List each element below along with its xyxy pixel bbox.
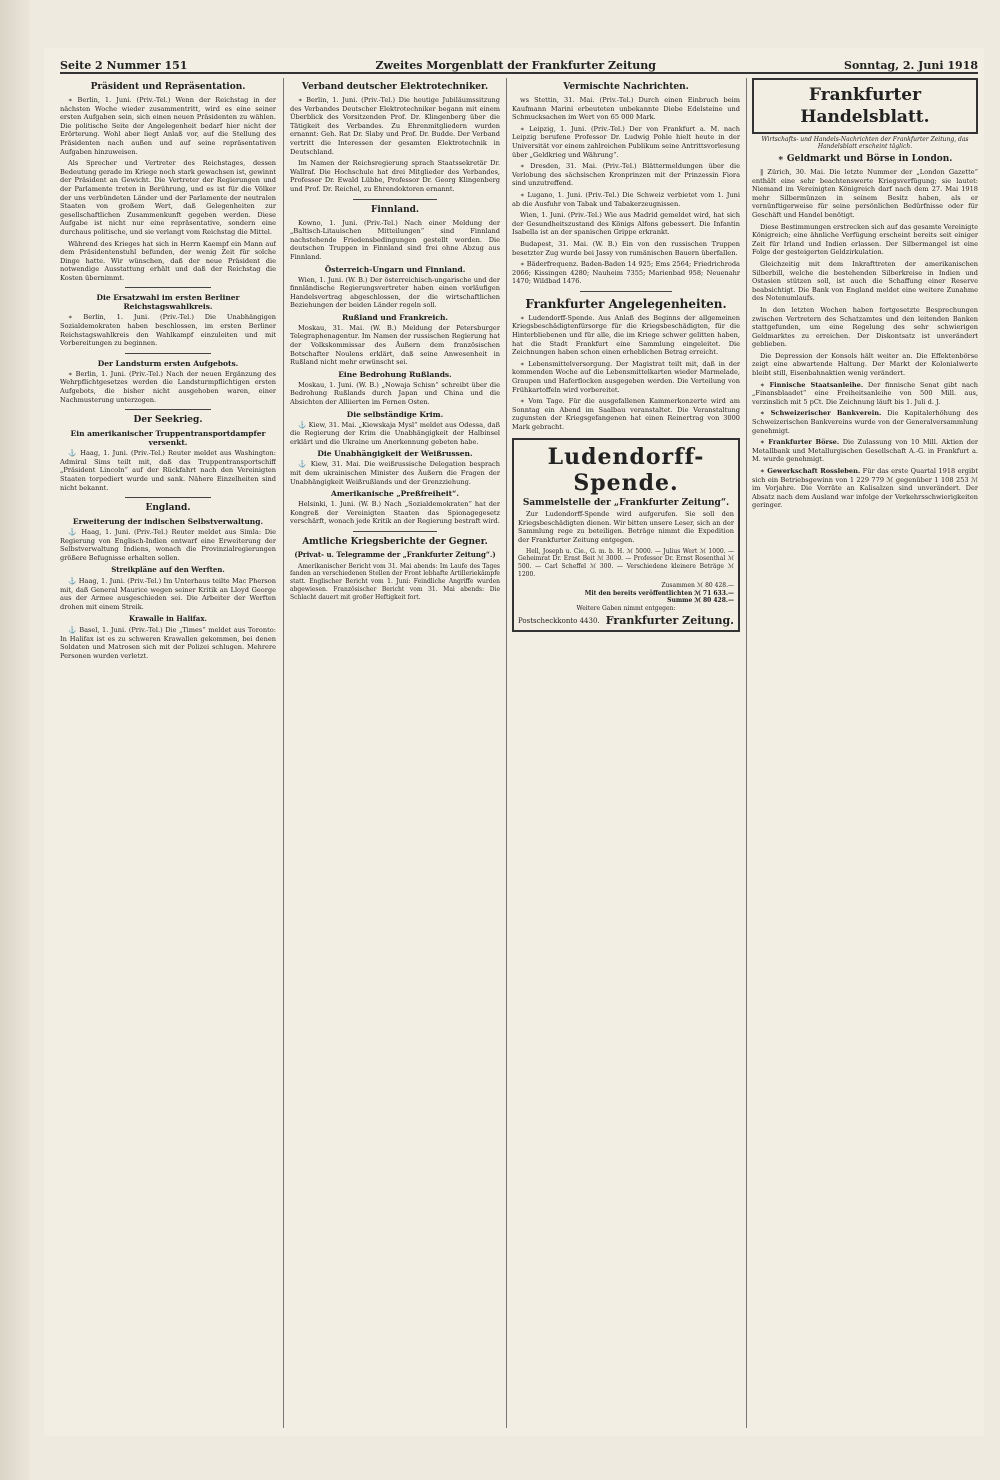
ludendorff-spende-box <box>512 438 740 632</box>
box-title: Ludendorff-Spende. <box>547 443 705 496</box>
headline: Die Unabhängigkeit der Weißrussen. <box>317 449 473 459</box>
headline: Amerikanische „Preßfreiheit“. <box>331 489 459 499</box>
column-1 <box>60 78 276 1428</box>
article-text: ∗ Ludendorff-Spende. Aus Anlaß des Beginns der allgemeinen Kriegsbeschädigtenfürsorge für die Kriegsbeschädigten, für die Hinterbliebenen und für alle, die im Kriege schwer gelitten haben, hat die Stadt Frankfurt eine Sammlung eingeleitet. Die Zeichnungen haben schon einen erheblichen Betrag erreicht. <box>512 313 740 357</box>
article-text: ∗ Dresden, 31. Mai. (Priv.-Tel.) Blättermeldungen über die Verlobung des sächsischen Kronprinzen mit der Prinzessin Fiora sind unzutreffend. <box>512 162 740 188</box>
headline: ∗ Finnische Staatsanleihe. <box>760 380 864 389</box>
divider <box>580 291 671 292</box>
box-signature: Frankfurter Zeitung. <box>605 613 734 627</box>
headline: ∗ Frankfurter Börse. <box>760 438 840 447</box>
column-3 <box>512 78 740 1428</box>
divider <box>125 287 211 288</box>
article-text <box>752 381 978 407</box>
article-text: Im Namen der Reichsregierung sprach Staatssekretär Dr. Wallraf. Die Hochschule hat drei Mitglieder des Verbandes, Professor Dr. Ewald Lübbe, Professor Dr. Georg Klingenberg und Prof. Dr. Reichel, zu Ehrendoktoren ernannt. <box>290 159 500 193</box>
article-text: ∗ Berlin, 1. Juni. (Priv.-Tel.) Die heutige Jubiläumssitzung des Verbandes Deutscher Elektrotechniker begann mit einem Überblick des Vorsitzenden Prof. Dr. Klingenberg über die Tätigkeit des Verbandes. Zu Ehrenmitgliedern wurden ernannt: Geh. Rat Dr. Slaby und Prof. Dr. Budde. Der Verband vertritt die Interessen der gesamten Elektrotechnik in Deutschland. <box>290 96 500 156</box>
headline: Amtliche Kriegsberichte der Gegner. <box>302 536 488 547</box>
box-footer <box>518 613 734 627</box>
article-text: ∗ Berlin, 1. Juni. (Priv.-Tel.) Nach der neuen Ergänzung des Wehrpflichtgesetzes werden die Landsturmpflichtigen ersten Aufgebots, die bisher nicht ausgehoben waren, einer Nachmusterung unterzogen. <box>60 369 276 404</box>
newspaper-edition: Zweites Morgenblatt der Frankfurter Zeitung <box>375 59 656 72</box>
article-text: In den letzten Wochen haben fortgesetzte Besprechungen zwischen Vertretern des Schatzamtes und den leitenden Banken stattgefunden, um eine Regelung des sehr schwierigen Geldmarktes zu erreichen. Der Diskontsatz ist unverändert geblieben. <box>752 305 978 349</box>
divider <box>125 497 211 498</box>
headline: Streikpläne auf den Werften. <box>111 564 225 574</box>
article-text: Kowno, 1. Juni. (Priv.-Tel.) Nach einer Meldung der „Baltisch-Litauischen Mitteilungen“ sind Finnland nachstehende Friedensbedingungen gestellt worden. Die deutschen Truppen in Finnland sind frei ohne Abzug aus Finnland. <box>290 218 500 261</box>
box-sum-previous: Mit den bereits veröffentlichten ℳ 71 633.— <box>584 589 734 597</box>
article-text: Der finnische Senat gibt nach „Finansblaadet“ eine Freiheitsanleihe von 500 Mill. aus, verzinslich mit 5 pCt. Die Zeichnung läuft bis 1. Juli d. J. <box>752 380 978 406</box>
article-text: Moskau, 31. Mai. (W. B.) Meldung der Petersburger Telegraphenagentur. Im Namen der russischen Regierung hat der Volkskommissar des Äußern dem französischen Botschafter Noulens erklärt, daß seine Anwesenheit in Rußland nicht mehr erwünscht sei. <box>290 323 500 367</box>
article-text: Wien, 1. Juni. (W. B.) Der österreichisch-ungarische und der finnländische Regierungsvertreter haben einen vorläufigen Handelsvertrag abgeschlossen, der die wirtschaftlichen Beziehungen der beiden Länder regeln soll. <box>290 275 500 310</box>
article-text: Für das erste Quartal 1918 ergibt sich ein Betriebsgewinn von 1 229 779 ℳ gegenüber 1 108 253 ℳ im Vorjahre. Die Vorräte an Kalisalzen sind unverändert. Der Absatz nach dem Ausland war infolge der Verkehrsschwierigkeiten geringer. <box>752 467 978 510</box>
article-text: Moskau, 1. Juni. (W. B.) „Nowaja Schisn“ schreibt über die Bedrohung Rußlands durch Japan und China und die Absichten der Alliierten im Fernen Osten. <box>290 380 500 407</box>
article-text: ∗ Vom Tage. Für die ausgefallenen Kammerkonzerte wird am Sonntag ein Abend im Saalbau veranstaltet. Die Veranstaltung zugunsten der Kriegsgefangenen hat einen Reinertrag von 3000 Mark gebracht. <box>512 397 740 431</box>
box-more: Weitere Gaben nimmt entgegen: <box>576 605 676 613</box>
subheadline: Erweiterung der indischen Selbstverwaltung. <box>72 517 264 527</box>
divider <box>353 199 437 200</box>
postscheck-account: Postscheckkonto 4430. <box>518 616 600 625</box>
article-text: Während des Krieges hat sich in Herrn Kaempf ein Mann auf dem Präsidentenstuhl befunden, der wenig Zeit für solche Dinge hatte. Wir wünschen, daß der neue Präsident die notwendige Ausstattung erhält und daß der Reichstag die Kosten übernimmt. <box>60 239 276 282</box>
article-text: Amerikanischer Bericht vom 31. Mai abends: Im Laufe des Tages fanden an verschiedenen Stellen der Front lebhafte Artilleriekämpfe statt. Englischer Bericht vom 1. Juni: Feindliche Angriffe wurden abgewiesen. Französischer Bericht vom 31. Mai abends: Die Schlacht dauert mit großer Heftigkeit fort. <box>290 562 500 601</box>
article-text: ⚓ Kiew, 31. Mai. „Kiewskaja Mysl“ meldet aus Odessa, daß die Regierung der Krim die Unabhängigkeit der Halbinsel erklärt und die Ukraine um Anerkennung gebeten habe. <box>290 420 500 446</box>
article-text <box>752 467 978 510</box>
column-2 <box>290 78 500 1428</box>
headline: Präsident und Repräsentation. <box>90 82 246 92</box>
divider <box>125 409 211 410</box>
headline: Eine Bedrohung Rußlands. <box>338 369 452 379</box>
section-title: Frankfurter Handelsblatt. <box>752 78 978 134</box>
headline: Österreich-Ungarn und Finnland. <box>324 264 466 274</box>
column-rule <box>506 78 507 1428</box>
donor-list: Hell, Joseph u. Cie., G. m. b. H. ℳ 5000. — Julius Wert ℳ 1000. — Geheimrat Dr. Ernst Beit ℳ 3000. — Professor Dr. Ernst Rosenthal ℳ 500. — Carl Scheffel ℳ 300. — Verschiedene kleinere Beträge ℳ 1200. <box>518 547 734 578</box>
box-text: Zur Ludendorff-Spende wird aufgerufen. Sie soll den Kriegsbeschädigten dienen. Wir bitten unsere Leser, sich an der Sammlung rege zu beteiligen. Beträge nimmt die Expedition der Frankfurter Zeitung entgegen. <box>518 510 734 544</box>
article-text: Die Kapitalerhöhung des Schweizerischen Bankvereins wurde von der Generalversammlung genehmigt. <box>752 409 978 435</box>
article-text: ws Stettin, 31. Mai. (Priv.-Tel.) Durch einen Einbruch beim Kaufmann Marini erbeuteten unbekannte Diebe Edelsteine und Schmucksachen im Wert von 65 000 Mark. <box>512 96 740 122</box>
article-text: ∗ Berlin, 1. Juni. (Priv.-Tel.) Wenn der Reichstag in der nächsten Woche wieder zusammentritt, wird es eine seiner ersten Aufgaben sein, sich einen neuen Präsidenten zu wählen. Die politische Seite der Angelegenheit bedarf hier nicht der Erörterung. Wohl aber liegt Anlaß vor, auf die Stellung des Präsidenten nach außen und auf seine repräsentativen Aufgaben hinzuweisen. <box>60 96 276 156</box>
article-text: ⚓ Haag, 1. Juni. (Priv.-Tel.) Im Unterhaus teilte Mac Pherson mit, daß General Maurice wegen seiner Kritik an Lloyd George aus der Armee ausgeschieden sei. Die Arbeiter der Werften drohen mit einem Streik. <box>60 577 276 611</box>
headline: ∗ Schweizerischer Bankverein. <box>760 409 882 418</box>
headline: Die selbständige Krim. <box>346 409 444 419</box>
headline: Die Ersatzwahl im ersten Berliner Reichstagswahlkreis. <box>96 293 240 312</box>
divider <box>125 353 211 354</box>
headline: Rußland und Frankreich. <box>341 312 449 322</box>
paper-edge <box>0 0 30 1480</box>
box-total: Summe ℳ 80 428.— <box>667 597 734 605</box>
headline: Der Seekrieg. <box>133 415 203 426</box>
article-text: Gleichzeitig mit dem Inkrafttreten der amerikanischen Silberbill, welche die bestehenden Silberkreise in Indien und Ostasien stützen soll, ist auch die Schaffung einer Reserve beabsichtigt. Die Bank von England meldet eine weitere Zunahme des Notenumlaufs. <box>752 259 978 303</box>
headline: Vermischte Nachrichten. <box>563 82 689 92</box>
article-text: ‖ Zürich, 30. Mai. Die letzte Nummer der „London Gazette“ enthält eine sehr beachtenswerte Kriegsverfügung; sie lautet: Niemand im Vereinigten Königreich darf nach dem 27. Mai 1918 mehr Silbermünzen in seinem Besitz haben, als er vernünftigerweise für seine persönlichen Bedürfnisse oder für Geschäft und Handel benötigt. <box>752 168 978 219</box>
column-rule <box>746 78 747 1428</box>
article-text: Helsinki, 1. Juni. (W. B.) Nach „Sozialdemokraten“ hat der Kongreß der Vereinigten Staaten das Spionagegesetz verschärft, wonach jede Kritik an der Regierung bestraft wird. <box>290 500 500 526</box>
headline: Frankfurter Angelegenheiten. <box>525 296 727 311</box>
column-rule <box>283 78 284 1428</box>
headline: Der Landsturm ersten Aufgebots. <box>97 358 239 368</box>
headline: Finnland. <box>370 204 420 215</box>
headline: Verband deutscher Elektrotechniker. <box>301 82 489 92</box>
headline: ∗ Geldmarkt und Börse in London. <box>777 154 953 164</box>
article-text <box>752 409 978 435</box>
article-text: Die Zulassung von 10 Mill. Aktien der Metallbank und Metallurgischen Gesellschaft A.-G. in Frankfurt a. M. wurde genehmigt. <box>752 438 978 464</box>
article-text: Wien, 1. Juni. (Priv.-Tel.) Wie aus Madrid gemeldet wird, hat sich der Gesundheitszustand des Königs Alfons gebessert. Die Infantin Isabella ist an der spanischen Grippe erkrankt. <box>512 211 740 237</box>
article-text: ∗ Lebensmittelversorgung. Der Magistrat teilt mit, daß in der kommenden Woche auf die Lebensmittelkarten wieder Marmelade, Graupen und Haferflocken ausgegeben werden. Die Verteilung von Frühkartoffeln wird vorbereitet. <box>512 359 740 394</box>
headline: Krawalle in Halifax. <box>129 613 207 623</box>
issue-date: Sonntag, 2. Juni 1918 <box>844 59 978 72</box>
article-text: Als Sprecher und Vertreter des Reichstages, dessen Bedeutung gerade im Kriege noch stark gewachsen ist, gewinnt der Präsident an Gewicht. Die Vertreter der Regierungen und der Parlamente treten in Berührung, und es ist für die Völker der uns verbündeten Länder und der Parlamente der neutralen Staaten von großem Wert, daß Gelegenheiten zur gesellschaftlichen Zusammenkunft gegeben werden. Diese Aufgabe ist nicht nur eine repräsentative, sondern eine durchaus politische, und sie verlangt vom Reichstag die Mittel. <box>60 159 276 236</box>
box-sum: Zusammen ℳ 80 428.— <box>661 581 734 589</box>
article-text: Budapest, 31. Mai. (W. B.) Ein von den russischen Truppen besetzter Zug wurde bei Jassy von rumänischen Bauern überfallen. <box>512 239 740 257</box>
article-text: ⚓ Haag, 1. Juni. (Priv.-Tel.) Reuter meldet aus Washington: Admiral Sims teilt mit, daß das Truppentransportschiff „Präsident Lincoln“ auf der Rückfahrt nach den Vereinigten Staaten torpediert wurde und sank. Nähere Einzelheiten sind nicht bekannt. <box>60 449 276 492</box>
headline: ∗ Gewerkschaft Rossleben. <box>760 467 861 475</box>
article-text: ∗ Berlin, 1. Juni. (Priv.-Tel.) Die Unabhängigen Sozialdemokraten haben beschlossen, im ersten Berliner Reichstagswahlkreis den Wahlkampf einzuleiten und mit Vorbereitungen zu beginnen. <box>60 313 276 348</box>
headline: England. <box>145 503 191 514</box>
article-text <box>752 438 978 464</box>
section-subtitle: Wirtschafts- und Handels-Nachrichten der Frankfurter Zeitung, das Handelsblatt erscheint täglich. <box>761 136 969 150</box>
source-note: (Privat- u. Telegramme der „Frankfurter Zeitung“.) <box>294 549 496 559</box>
column-4 <box>752 78 978 1428</box>
article-text: ⚓ Kiew, 31. Mai. Die weißrussische Delegation besprach mit dem ukrainischen Minister des Äußern die Fragen der Unabhängigkeit Weißrußlands und der Grenzziehung. <box>290 460 500 486</box>
article-text: Die Depression der Konsols hält weiter an. Die Effektenbörse zeigt eine abwartende Haltung. Der Markt der Kolonialwerte bleibt still, Eisenbahnaktien wenig verändert. <box>752 351 978 378</box>
box-subtitle: Sammelstelle der „Frankfurter Zeitung“. <box>522 497 730 508</box>
article-text: Diese Bestimmungen erstrecken sich auf das gesamte Vereinigte Königreich; eine ähnliche Verfügung erscheint bereits seit einiger Zeit für Irland und Indien erlassen. Der Silbermangel ist eine Folge der gesteigerten Geldzirkulation. <box>752 222 978 257</box>
article-text: ∗ Lugano, 1. Juni. (Priv.-Tel.) Die Schweiz verbietet vom 1. Juni ab die Ausfuhr von Tabak und Tabakerzeugnissen. <box>512 190 740 208</box>
subheadline: Ein amerikanischer Truppentransportdampfer versenkt. <box>70 429 266 448</box>
article-text: ⚓ Haag, 1. Juni. (Priv.-Tel.) Reuter meldet aus Simla: Die Regierung von Englisch-Indien entwarf eine Erweiterung der Selbstverwaltung Indiens, wonach die Provinzialregierungen größere Befugnisse erhalten sollen. <box>60 528 276 562</box>
article-text: ∗ Leipzig, 1. Juni. (Priv.-Tel.) Der von Frankfurt a. M. nach Leipzig berufene Professor Dr. Ludwig Pohle hielt heute in der Universität vor einem zahlreichen Publikum seine Antrittsvorlesung über „Geldkrieg und Währung“. <box>512 124 740 159</box>
article-text: ⚓ Basel, 1. Juni. (Priv.-Tel.) Die „Times“ meldet aus Toronto: In Halifax ist es zu schweren Krawallen gekommen, bei denen Soldaten und Matrosen sich mit der Polizei schlugen. Mehrere Personen wurden verletzt. <box>60 626 276 660</box>
article-text: ∗ Bäderfrequenz. Baden-Baden 14 925; Ems 2564; Friedrichroda 2066; Kissingen 4280; Nauheim 7355; Marienbad 958; Neuenahr 1470; Wildbad 1476. <box>512 260 740 286</box>
page-masthead <box>60 56 978 74</box>
page-number: Seite 2 Nummer 151 <box>60 59 188 72</box>
divider <box>353 531 437 532</box>
